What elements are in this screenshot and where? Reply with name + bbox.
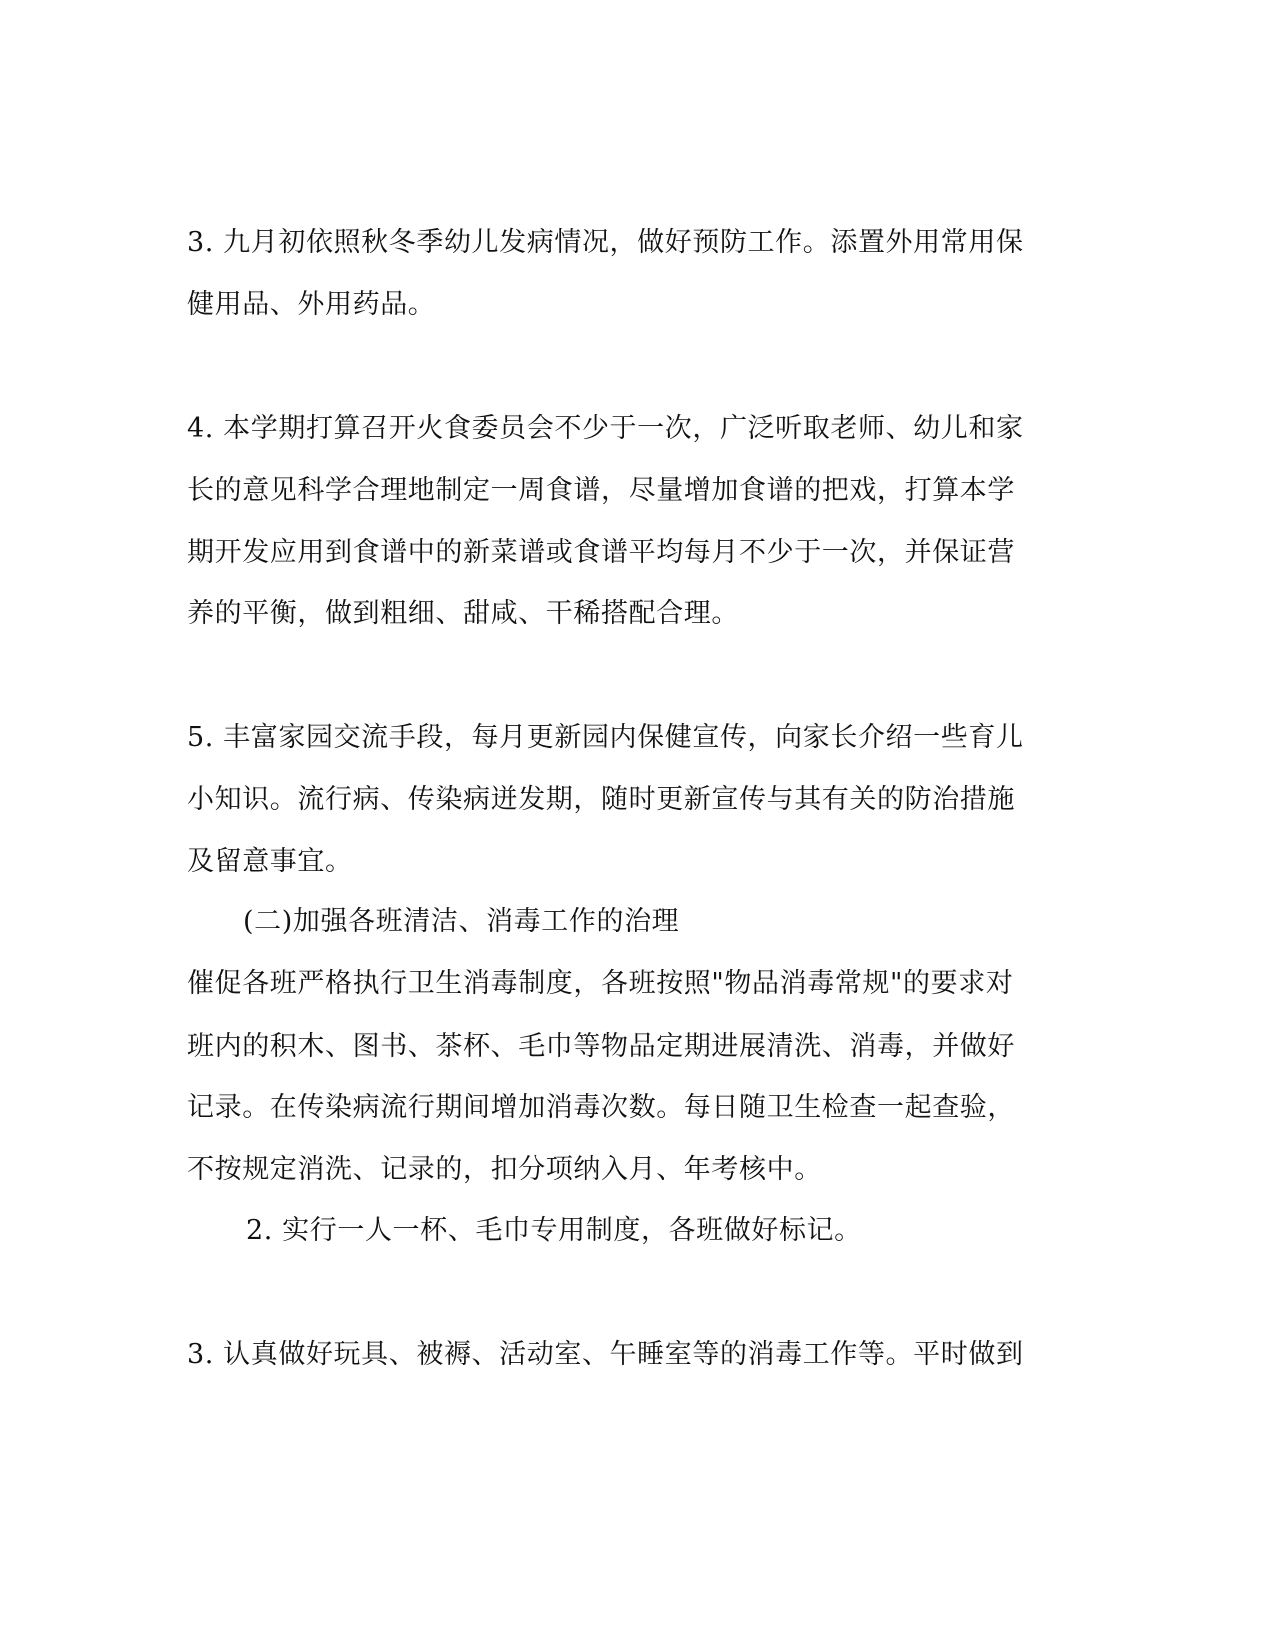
section-paragraph-line-1: 催促各班严格执行卫生消毒制度，各班按照"物品消毒常规"的要求对 xyxy=(187,968,1014,999)
paragraph-5-line-1: 5. 丰富家园交流手段，每月更新园内保健宣传，向家长介绍一些育儿 xyxy=(187,722,1024,753)
paragraph-4-line-1: 4. 本学期打算召开火食委员会不少于一次，广泛听取老师、幼儿和家 xyxy=(187,413,1024,444)
paragraph-3-line-2: 健用品、外用药品。 xyxy=(187,289,436,320)
paragraph-4-line-2: 长的意见科学合理地制定一周食谱，尽量增加食谱的把戏，打算本学 xyxy=(187,475,1015,506)
section-heading: (二)加强各班清洁、消毒工作的治理 xyxy=(243,906,680,937)
section-paragraph-line-4: 不按规定消洗、记录的，扣分项纳入月、年考核中。 xyxy=(187,1154,822,1185)
item-3-line-1: 3. 认真做好玩具、被褥、活动室、午睡室等的消毒工作等。平时做到 xyxy=(187,1339,1024,1370)
paragraph-5-line-3: 及留意事宜。 xyxy=(187,846,353,877)
paragraph-5-line-2: 小知识。流行病、传染病迸发期，随时更新宣传与其有关的防治措施 xyxy=(187,784,1015,815)
paragraph-3-line-1: 3. 九月初依照秋冬季幼儿发病情况，做好预防工作。添置外用常用保 xyxy=(187,227,1024,258)
section-paragraph-line-3: 记录。在传染病流行期间增加消毒次数。每日随卫生检查一起查验， xyxy=(187,1092,1015,1123)
paragraph-4-line-4: 养的平衡，做到粗细、甜咸、干稀搭配合理。 xyxy=(187,598,739,629)
section-paragraph-line-2: 班内的积木、图书、茶杯、毛巾等物品定期进展清洗、消毒，并做好 xyxy=(187,1031,1015,1062)
paragraph-4-line-3: 期开发应用到食谱中的新菜谱或食谱平均每月不少于一次，并保证营 xyxy=(187,537,1015,568)
item-2-line: 2. 实行一人一杯、毛巾专用制度，各班做好标记。 xyxy=(246,1215,862,1246)
